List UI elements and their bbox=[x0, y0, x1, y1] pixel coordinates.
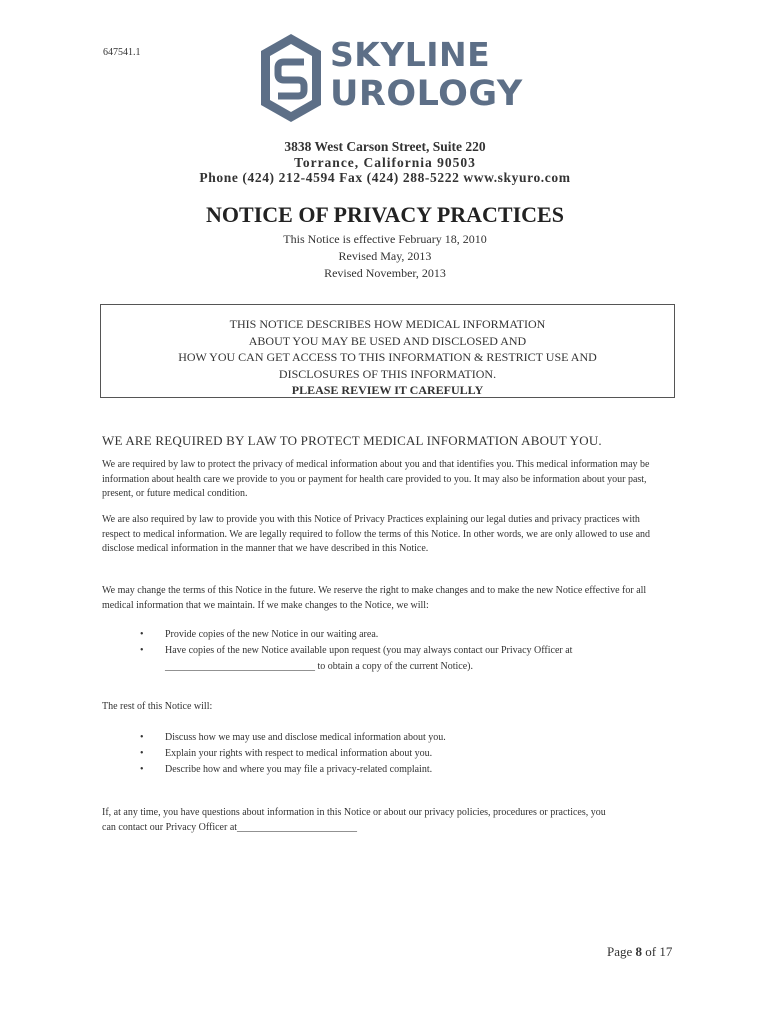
list-item-text: Explain your rights with respect to medical information about you. bbox=[165, 748, 433, 759]
address-street: 3838 West Carson Street, Suite 220 bbox=[284, 139, 486, 154]
bullet-icon: • bbox=[140, 732, 144, 743]
document-id: 647541.1 bbox=[103, 47, 141, 58]
list-item-text: Discuss how we may use and disclose medical information about you. bbox=[165, 732, 446, 743]
list-item-text: Describe how and where you may file a privacy-related complaint. bbox=[165, 764, 433, 775]
logo-wordmark bbox=[330, 36, 523, 114]
revision-date: Revised November, 2013 bbox=[324, 266, 446, 280]
paragraph-notice-duty: We are also required by law to provide you with this Notice of Privacy Practices explaining our legal duties and privacy practices with respect to medical information. We are legally required to follow the terms of this Notice. In other words, we are only allowed to use and disclose medical information in the manner that we have described in this Notice. bbox=[102, 514, 651, 554]
list-item bbox=[140, 627, 660, 643]
list-item bbox=[140, 643, 660, 675]
bullet-icon: • bbox=[140, 645, 144, 656]
change-actions-list bbox=[140, 627, 660, 675]
logo-s-emblem-icon bbox=[258, 32, 324, 124]
rest-intro: The rest of this Notice will: bbox=[102, 701, 213, 712]
bullet-icon: • bbox=[140, 629, 144, 640]
page-label: Page bbox=[607, 944, 636, 959]
bullet-icon: • bbox=[140, 748, 144, 759]
page-number: 8 bbox=[635, 944, 643, 959]
notice-box bbox=[100, 304, 675, 398]
address-contact: Phone (424) 212-4594 Fax (424) 288-5222 www.skyuro.com bbox=[199, 170, 571, 185]
effective-date: This Notice is effective February 18, 2010 bbox=[283, 232, 487, 246]
paragraph-notice-changes: We may change the terms of this Notice in the future. We reserve the right to make changes and to make the new Notice effective for all medical information that we maintain. If we make changes to the Notice, we will: bbox=[102, 585, 647, 611]
notice-emphasis: PLEASE REVIEW IT CAREFULLY bbox=[291, 383, 484, 397]
list-item bbox=[140, 746, 660, 762]
notice-line: HOW YOU CAN GET ACCESS TO THIS INFORMATION & RESTRICT USE AND bbox=[178, 350, 597, 364]
logo-line-2: UROLOGY bbox=[330, 74, 523, 114]
list-item-text: Provide copies of the new Notice in our waiting area. bbox=[165, 629, 379, 640]
notice-line: ABOUT YOU MAY BE USED AND DISCLOSED AND bbox=[248, 333, 527, 348]
list-item bbox=[140, 730, 660, 746]
closing-paragraph: If, at any time, you have questions about information in this Notice or about our privacy policies, procedures or practices, you can contact our Privacy Officer at________________________ bbox=[102, 807, 606, 833]
notice-line: THIS NOTICE DESCRIBES HOW MEDICAL INFORMATION bbox=[229, 317, 546, 331]
list-item-text: Have copies of the new Notice available upon request (you may always contact our Privacy Officer at ______________________________ to obtain a copy of the current Notice). bbox=[165, 645, 573, 672]
logo-line-1: SKYLINE bbox=[330, 35, 491, 74]
rest-of-notice-list bbox=[140, 730, 660, 778]
list-item bbox=[140, 762, 660, 778]
document-title: NOTICE OF PRIVACY PRACTICES bbox=[206, 202, 564, 227]
page-total: 17 bbox=[659, 944, 673, 959]
skyline-urology-logo bbox=[258, 32, 523, 124]
page-of-label: of bbox=[642, 944, 660, 959]
address-city: Torrance, California 90503 bbox=[294, 154, 476, 170]
bullet-icon: • bbox=[140, 764, 144, 775]
paragraph-privacy-law: We are required by law to protect the privacy of medical information about you and that identifies you. This medical information may be information about health care we provide to you or payment for health care provided to you. It may also be information about your past, present, or future medical condition. bbox=[102, 459, 650, 499]
address-block bbox=[0, 139, 770, 186]
section-heading: WE ARE REQUIRED BY LAW TO PROTECT MEDICAL INFORMATION ABOUT YOU. bbox=[102, 433, 602, 448]
notice-line: DISCLOSURES OF THIS INFORMATION. bbox=[278, 366, 497, 381]
revision-date: Revised May, 2013 bbox=[338, 249, 432, 263]
effective-dates bbox=[0, 231, 770, 282]
page-footer bbox=[607, 944, 672, 960]
